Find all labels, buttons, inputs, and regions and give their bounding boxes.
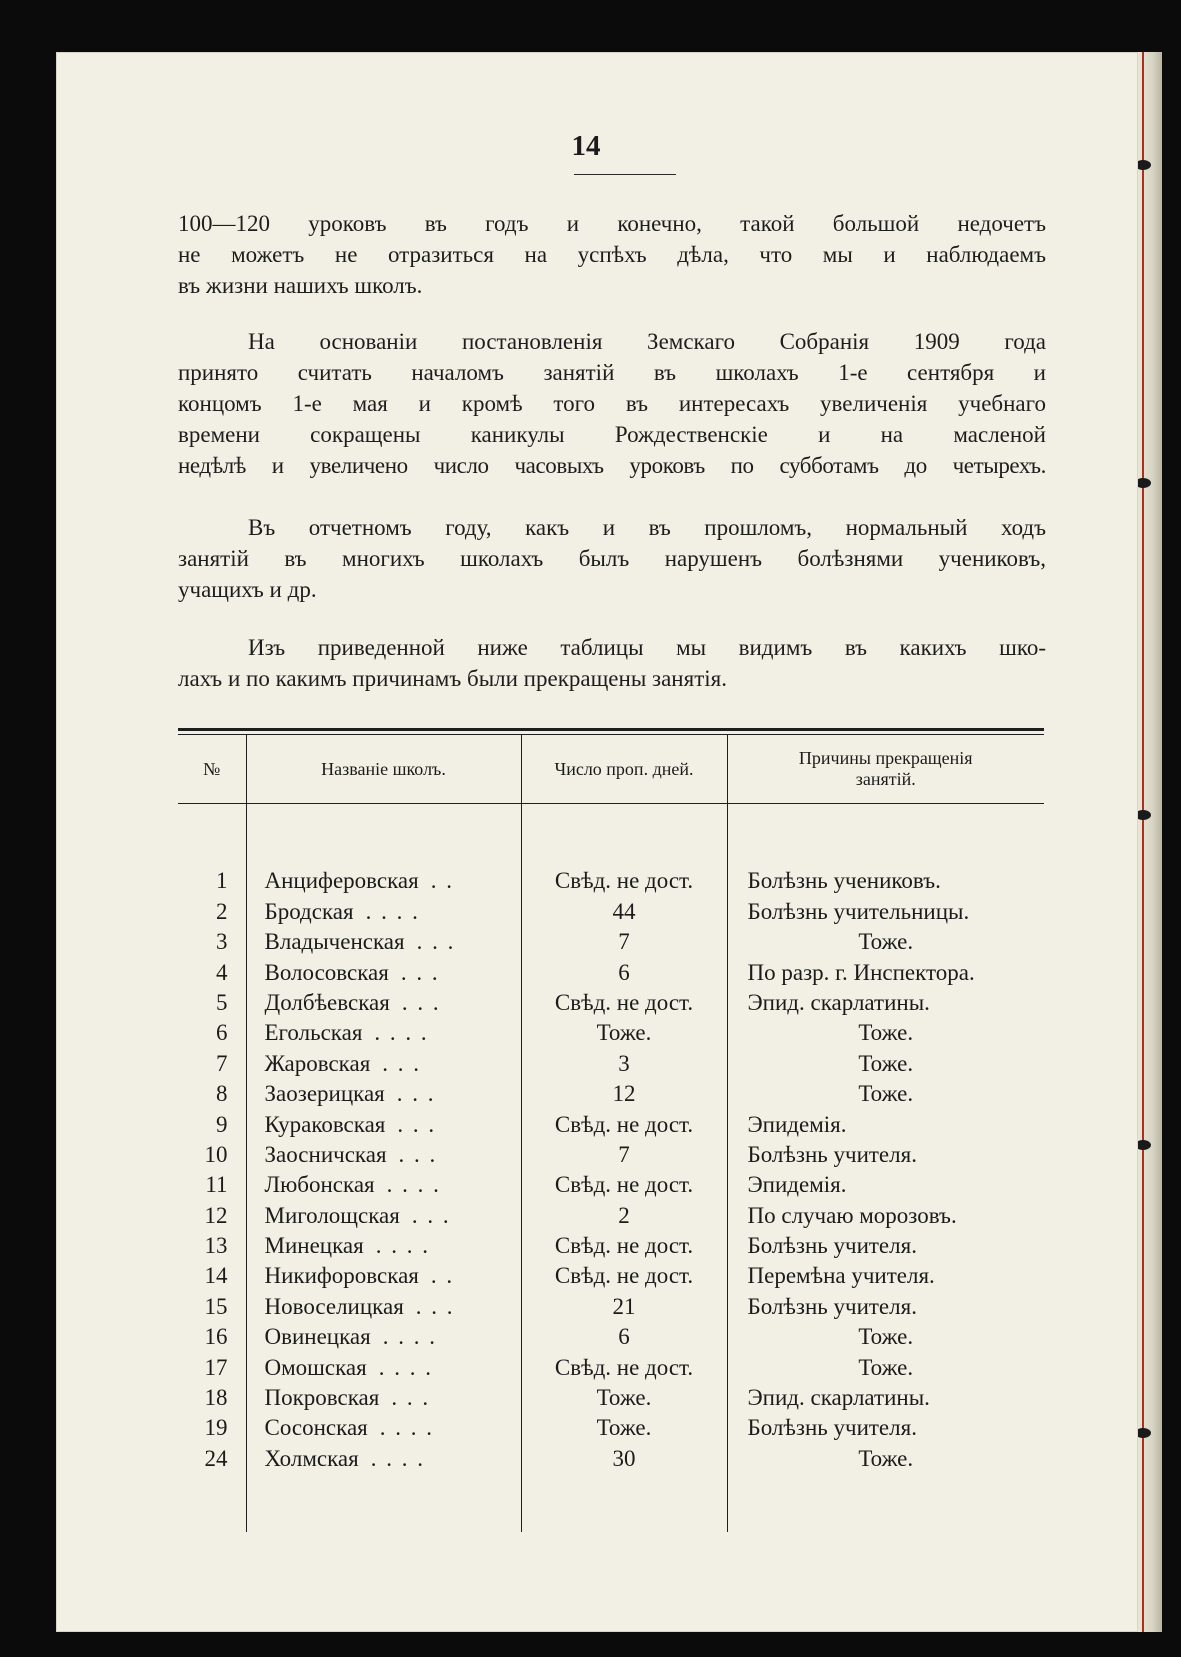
school-name-cell [246,1411,521,1441]
school-name-cell [246,1107,521,1137]
text-line: принято считать началомъ занятій въ школахъ 1-е сентября и [178,360,1046,385]
school-name: Холмская [264,1445,359,1471]
school-name-cell [246,1046,521,1076]
row-number: 1 [216,868,228,894]
text-line: концомъ 1-е мая и кромѣ того въ интересахъ увеличенія учебнаго [178,391,1046,416]
missed-days: 12 [521,1077,727,1107]
paragraph-2 [178,326,1046,481]
leader-dots: . . . [397,1111,437,1137]
missed-days: Свѣд. не дост. [521,1229,727,1259]
closures-table [178,728,1044,1532]
row-number: 12 [204,1202,228,1228]
closure-reason: Эпидемія. [727,1168,1044,1198]
school-name-cell [246,1381,521,1411]
school-name: Жаровская [264,1050,371,1076]
closure-reason: Тоже. [727,925,1044,955]
table-row [178,925,1044,955]
missed-days: Тоже. [521,1381,727,1411]
table-row [178,1229,1044,1259]
school-name-cell [246,1289,521,1319]
missed-days: Тоже. [521,1016,727,1046]
missed-days: 6 [521,955,727,985]
closure-reason: Тоже. [727,1077,1044,1107]
leader-dots: . . . [396,1081,436,1107]
school-name: Долбѣевская [264,989,390,1015]
table-row [178,1168,1044,1198]
missed-days: Свѣд. не дост. [521,1168,727,1198]
leader-dots: . . [430,1263,455,1289]
text-line: не можетъ не отразиться на успѣхъ дѣла, что мы и наблюдаемъ [178,242,1046,267]
table-row [178,1320,1044,1350]
row-number: 3 [216,929,228,955]
leader-dots: . . . . [370,1445,425,1471]
school-name: Любонская [264,1172,375,1198]
leader-dots: . . . [400,959,440,985]
closure-reason: Тоже. [727,1350,1044,1380]
missed-days: 30 [521,1441,727,1471]
row-number: 10 [204,1141,228,1167]
closure-reason: Болѣзнь учительницы. [727,894,1044,924]
leader-dots: . . . [415,1293,455,1319]
missed-days: 3 [521,1046,727,1076]
row-number: 15 [204,1293,228,1319]
text-line: На основаніи постановленія Земскаго Собранія 1909 года [248,329,1046,354]
school-name-cell [246,1016,521,1046]
table-row [178,1259,1044,1289]
table-body [178,804,1044,1532]
school-name-cell [246,1077,521,1107]
text-line: недѣлѣ и увеличено число часовыхъ уроковъ по субботамъ до четырехъ. [178,453,1046,478]
school-name: Заозерицкая [264,1081,385,1107]
closure-reason: Болѣзнь учителя. [727,1289,1044,1319]
text-line: лахъ и по какимъ причинамъ были прекращены занятія. [178,666,727,691]
school-name: Омошская [264,1354,367,1380]
leader-dots: . . . [391,1385,431,1411]
closure-reason: Тоже. [727,1441,1044,1471]
school-name-cell [246,1229,521,1259]
paragraph-3 [178,512,1046,605]
text-line: Въ отчетномъ году, какъ и въ прошломъ, нормальный ходъ [248,515,1046,540]
page-number-rule [574,174,676,175]
header-reason: Причины прекращенія занятій. [727,735,1044,804]
table-header-row [178,735,1044,804]
school-name: Кураковская [264,1111,386,1137]
school-name: Минецкая [264,1233,364,1259]
school-name: Анциферовская [264,868,419,894]
text-line: въ жизни нашихъ школъ. [178,273,423,298]
closure-reason: Эпид. скарлатины. [727,1381,1044,1411]
missed-days: Свѣд. не дост. [521,864,727,894]
text-line: занятій въ многихъ школахъ былъ нарушенъ болѣзнями учениковъ, [178,546,1046,571]
leader-dots: . . . [411,1202,451,1228]
row-number: 8 [216,1081,228,1107]
binding-thread [1142,52,1144,1632]
row-number: 9 [216,1111,228,1137]
page-number: 14 [571,130,601,162]
table-row [178,894,1044,924]
school-name: Покровская [264,1385,380,1411]
table-row [178,864,1044,894]
table-row [178,1411,1044,1441]
closure-reason: Эпидемія. [727,1107,1044,1137]
school-name: Егольская [264,1020,363,1046]
missed-days: Свѣд. не дост. [521,1350,727,1380]
leader-dots: . . . [398,1141,438,1167]
closure-reason: Болѣзнь учениковъ. [727,864,1044,894]
leader-dots: . . . [382,1050,422,1076]
school-name: Миголощская [264,1202,400,1228]
missed-days: 7 [521,925,727,955]
text-line: учащихъ и др. [178,577,317,602]
header-missed-days: Число проп. дней. [521,735,727,804]
leader-dots: . . . . [379,1415,435,1441]
leader-dots: . . [430,868,454,894]
table-row [178,1046,1044,1076]
leader-dots: . . . . [382,1324,437,1350]
row-number: 16 [204,1324,228,1350]
table-row [178,955,1044,985]
table-row [178,986,1044,1016]
school-name: Новоселицкая [264,1293,404,1319]
school-name-cell [246,864,521,894]
leader-dots: . . . . [378,1354,433,1380]
school-name-cell [246,1441,521,1471]
missed-days: 21 [521,1289,727,1319]
missed-days: 2 [521,1198,727,1228]
closure-reason: Тоже. [727,1016,1044,1046]
leader-dots: . . . . [386,1172,441,1198]
school-name-cell [246,986,521,1016]
missed-days: Тоже. [521,1411,727,1441]
text-line: Изъ приведенной ниже таблицы мы видимъ въ какихъ шко- [248,635,1046,660]
header-number: № [178,735,246,804]
school-name-cell [246,1168,521,1198]
table-top-rule [178,728,1044,731]
table-row [178,1138,1044,1168]
school-name: Сосонская [264,1415,368,1441]
row-number: 4 [216,959,228,985]
school-name-cell [246,1320,521,1350]
table-row [178,1198,1044,1228]
table-row [178,1441,1044,1471]
paragraph-1 [178,208,1046,301]
school-name: Овинецкая [264,1324,371,1350]
row-number: 17 [204,1354,228,1380]
school-name-cell [246,955,521,985]
row-number: 24 [204,1445,228,1471]
table-row [178,1077,1044,1107]
school-name: Никифоровская [264,1263,419,1289]
row-number: 7 [216,1050,228,1076]
school-name-cell [246,1259,521,1289]
closure-reason: Болѣзнь учителя. [727,1138,1044,1168]
table-row [178,1289,1044,1319]
school-name: Бродская [264,898,354,924]
header-school-name: Названіе школъ. [246,735,521,804]
row-number: 11 [205,1172,228,1198]
school-name: Волосовская [264,959,389,985]
school-name: Владыченская [264,929,405,955]
row-number: 13 [204,1233,228,1259]
missed-days: 44 [521,894,727,924]
closure-reason: Перемѣна учителя. [727,1259,1044,1289]
row-number: 14 [204,1263,228,1289]
text-line: 100—120 уроковъ въ годъ и конечно, такой большой недочетъ [178,211,1046,236]
missed-days: 6 [521,1320,727,1350]
row-number: 2 [216,898,228,924]
school-name-cell [246,1138,521,1168]
closure-reason: По разр. г. Инспектора. [727,955,1044,985]
closure-reason: Тоже. [727,1046,1044,1076]
school-name: Заосничская [264,1141,387,1167]
paragraph-4 [178,632,1046,694]
school-name-cell [246,1350,521,1380]
table-row [178,1350,1044,1380]
leader-dots: . . . [401,989,441,1015]
row-number: 5 [216,989,228,1015]
closure-reason: Эпид. скарлатины. [727,986,1044,1016]
row-number: 18 [204,1385,228,1411]
school-name-cell [246,894,521,924]
row-number: 19 [204,1415,228,1441]
table-row [178,1016,1044,1046]
closure-reason: Болѣзнь учителя. [727,1411,1044,1441]
missed-days: Свѣд. не дост. [521,1107,727,1137]
school-name-cell [246,925,521,955]
missed-days: Свѣд. не дост. [521,986,727,1016]
leader-dots: . . . [416,929,456,955]
missed-days: Свѣд. не дост. [521,1259,727,1289]
school-name-cell [246,1198,521,1228]
leader-dots: . . . . [374,1020,429,1046]
table-row [178,1107,1044,1137]
leader-dots: . . . . [365,898,420,924]
missed-days: 7 [521,1138,727,1168]
closure-reason: Болѣзнь учителя. [727,1229,1044,1259]
closure-reason: Тоже. [727,1320,1044,1350]
closure-reason: По случаю морозовъ. [727,1198,1044,1228]
text-line: времени сокращены каникулы Рождественскіе и на масленой [178,422,1046,447]
leader-dots: . . . . [375,1233,430,1259]
table-row [178,1381,1044,1411]
row-number: 6 [216,1020,228,1046]
